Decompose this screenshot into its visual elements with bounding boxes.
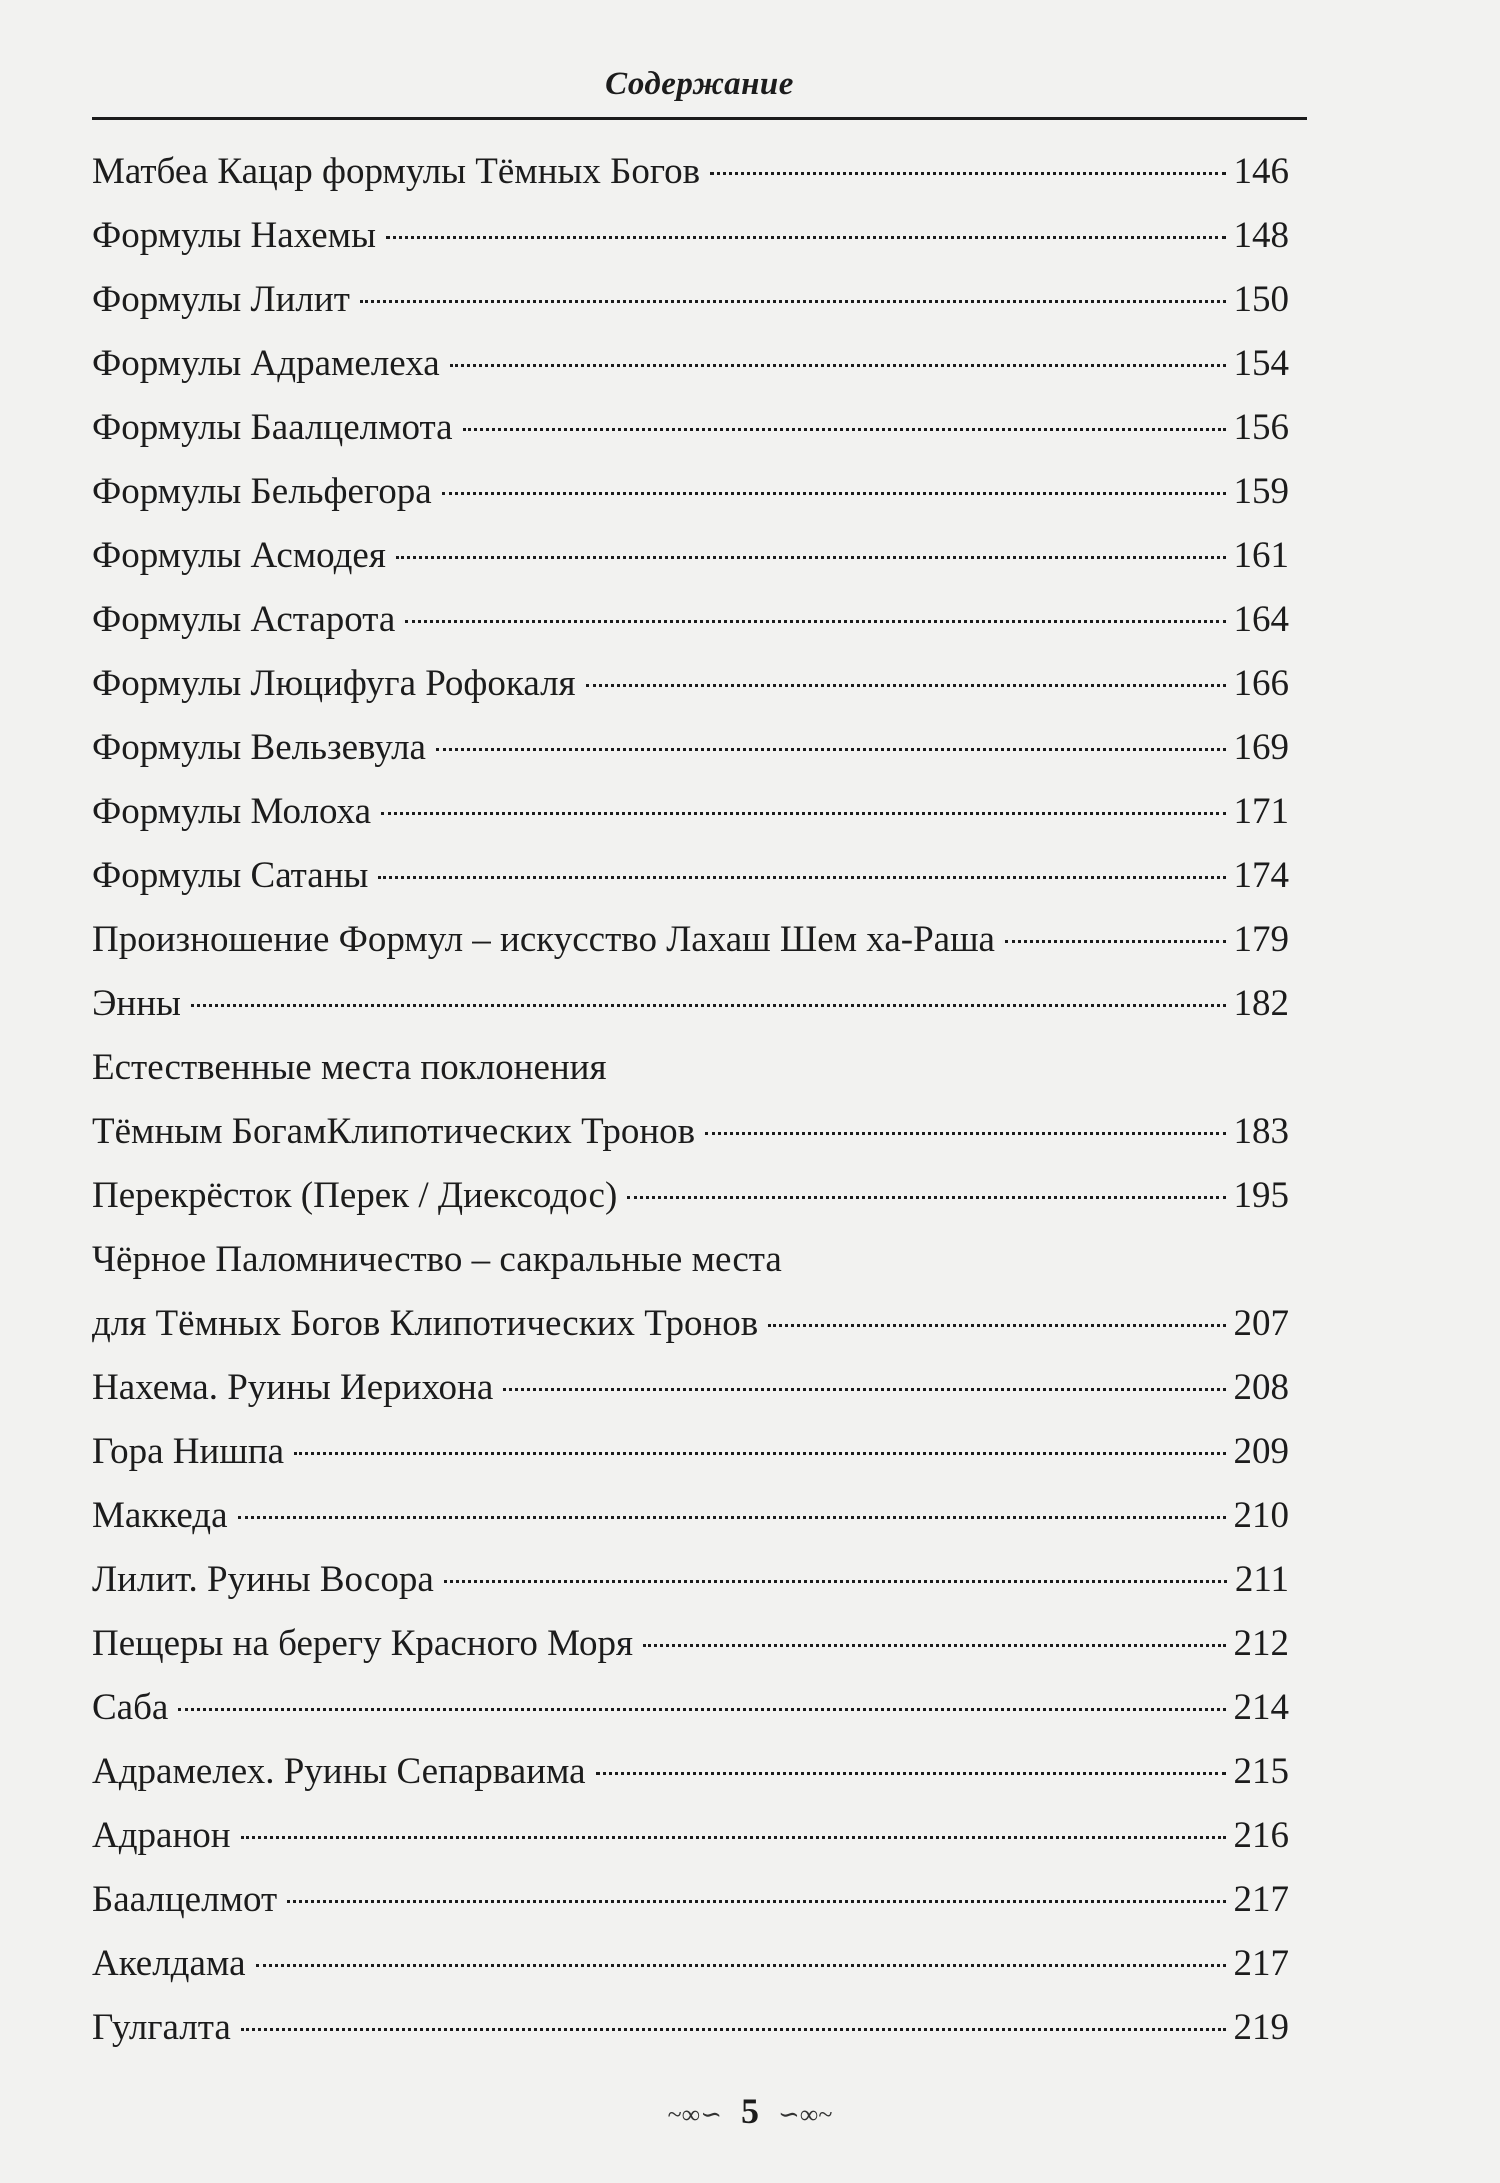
toc-entry-title: Адранон (92, 1815, 231, 1856)
dot-leader (178, 1708, 1225, 1711)
dot-leader (643, 1644, 1225, 1647)
dot-leader (256, 1964, 1226, 1967)
toc-entry-page: 219 (1233, 2007, 1289, 2048)
toc-entry-page: 210 (1233, 1495, 1289, 1536)
toc-entry[interactable] (92, 844, 1289, 908)
toc-entry-title: Формулы Асмодея (92, 535, 386, 576)
toc-entry-title: Акелдама (92, 1943, 246, 1984)
toc-entry[interactable] (92, 268, 1289, 332)
toc-entry-page: 161 (1233, 535, 1289, 576)
toc-entry-page: 211 (1234, 1559, 1289, 1600)
toc-entry-title: Формулы Нахемы (92, 215, 376, 256)
toc-entry[interactable] (92, 1420, 1289, 1484)
toc-entry-page: 209 (1233, 1431, 1289, 1472)
toc-entry-title: Пещеры на берегу Красного Моря (92, 1623, 634, 1664)
dot-leader (386, 236, 1226, 239)
toc-entry-title: Адрамелех. Руины Сепарваима (92, 1751, 586, 1792)
toc-entry[interactable] (92, 1676, 1289, 1740)
toc-entry[interactable] (92, 652, 1289, 716)
toc-entry-page: 217 (1233, 1943, 1289, 1984)
dot-leader (294, 1452, 1225, 1455)
dot-leader (503, 1388, 1225, 1391)
toc-entry-page: 214 (1233, 1687, 1289, 1728)
toc-entry[interactable] (92, 204, 1289, 268)
toc-entry-page: 159 (1233, 471, 1289, 512)
toc-entry[interactable] (92, 1804, 1289, 1868)
toc-entry-page: 146 (1233, 151, 1289, 192)
toc-entry[interactable] (92, 972, 1289, 1036)
toc-entry-page: 179 (1233, 919, 1289, 960)
toc-entry[interactable] (92, 140, 1289, 204)
dot-leader (241, 1836, 1226, 1839)
toc-entry-page: 212 (1233, 1623, 1289, 1664)
dot-leader (396, 556, 1226, 559)
toc-entry-title-line1: Естественные места поклонения (92, 1047, 607, 1088)
toc-entry-title: Формулы Лилит (92, 279, 350, 320)
dot-leader (360, 300, 1226, 303)
running-head-title: Содержание (605, 66, 794, 102)
toc-entry-title: Формулы Баалцелмота (92, 407, 453, 448)
toc-entry-title: Энны (92, 983, 181, 1024)
toc-entry[interactable] (92, 396, 1289, 460)
toc-entry-page: 208 (1233, 1367, 1289, 1408)
dot-leader (463, 428, 1226, 431)
toc-entry-title: Гора Нишпа (92, 1431, 285, 1472)
toc-entry-title: Произношение Формул – искусство Лахаш Шем ха-Раша (92, 919, 995, 960)
right-flourish-icon: ∽∞~ (778, 2099, 833, 2129)
dot-leader (768, 1324, 1225, 1327)
toc-entry-title: Формулы Астарота (92, 599, 396, 640)
toc-entry-page: 183 (1233, 1111, 1289, 1152)
dot-leader (381, 812, 1226, 815)
dot-leader (442, 492, 1226, 495)
toc-entry[interactable] (92, 1740, 1289, 1804)
toc-entry-page: 150 (1233, 279, 1289, 320)
toc-entry-page: 207 (1233, 1303, 1289, 1344)
page-folio (0, 2090, 1500, 2132)
toc-entry-title: Нахема. Руины Иерихона (92, 1367, 494, 1408)
toc-entry[interactable] (92, 524, 1289, 588)
toc-entry-page: 154 (1233, 343, 1289, 384)
toc-entry-title: Перекрёсток (Перек / Диексодос) (92, 1175, 618, 1216)
dot-leader (241, 2028, 1226, 2031)
dot-leader (378, 876, 1225, 879)
toc-entry[interactable] (92, 908, 1289, 972)
toc-entry-title: для Тёмных Богов Клипотических Тронов (92, 1303, 759, 1344)
toc-entry-title: Тёмным БогамКлипотических Тронов (92, 1111, 696, 1152)
toc-entry-page: 216 (1233, 1815, 1289, 1856)
toc-entry[interactable] (92, 588, 1289, 652)
toc-entry-page: 166 (1233, 663, 1289, 704)
toc-entry-title-line1: Чёрное Паломничество – сакральные места (92, 1239, 782, 1280)
dot-leader (450, 364, 1226, 367)
toc-entry[interactable] (92, 1484, 1289, 1548)
toc-entry-title: Формулы Сатаны (92, 855, 369, 896)
toc-entry-page: 169 (1233, 727, 1289, 768)
dot-leader (287, 1900, 1225, 1903)
toc-entry-title: Матбеа Кацар формулы Тёмных Богов (92, 151, 701, 192)
toc-entry[interactable] (92, 332, 1289, 396)
toc-entry-title: Маккеда (92, 1495, 228, 1536)
toc-entry-page: 215 (1233, 1751, 1289, 1792)
toc-entry-page: 156 (1233, 407, 1289, 448)
toc-entry-title: Формулы Люцифуга Рофокаля (92, 663, 576, 704)
toc-entry-title: Формулы Молоха (92, 791, 371, 832)
toc-entry-title: Баалцелмот (92, 1879, 278, 1920)
toc-entry[interactable] (92, 1932, 1289, 1996)
dot-leader (444, 1580, 1227, 1583)
toc-entry[interactable] (92, 780, 1289, 844)
dot-leader (705, 1132, 1225, 1135)
left-flourish-icon: ~∞∽ (667, 2099, 722, 2129)
toc-entry[interactable] (92, 1164, 1289, 1228)
toc-entry-title: Лилит. Руины Восора (92, 1559, 434, 1600)
dot-leader (596, 1772, 1226, 1775)
dot-leader (710, 172, 1225, 175)
toc-entry-title: Формулы Бельфегора (92, 471, 432, 512)
toc-entry-page: 174 (1233, 855, 1289, 896)
toc-entry[interactable] (92, 1612, 1289, 1676)
toc-entry[interactable] (92, 716, 1289, 780)
dot-leader (191, 1004, 1226, 1007)
toc-entry[interactable] (92, 1548, 1289, 1612)
toc-entry[interactable] (92, 1996, 1289, 2060)
page-number: 5 (741, 2091, 759, 2131)
dot-leader (627, 1196, 1225, 1199)
dot-leader (586, 684, 1226, 687)
dot-leader (436, 748, 1226, 751)
toc-entry-title: Формулы Вельзевула (92, 727, 426, 768)
table-of-contents (92, 140, 1289, 2060)
dot-leader (238, 1516, 1226, 1519)
toc-entry[interactable] (92, 1036, 1289, 1164)
dot-leader (1005, 940, 1226, 943)
toc-entry-title: Формулы Адрамелеха (92, 343, 440, 384)
toc-entry-title: Гулгалта (92, 2007, 231, 2048)
header-rule (92, 117, 1307, 120)
toc-entry-page: 195 (1233, 1175, 1289, 1216)
toc-entry[interactable] (92, 1356, 1289, 1420)
toc-entry[interactable] (92, 1868, 1289, 1932)
toc-entry-page: 182 (1233, 983, 1289, 1024)
toc-entry-page: 171 (1233, 791, 1289, 832)
toc-entry-page: 217 (1233, 1879, 1289, 1920)
dot-leader (405, 620, 1225, 623)
toc-entry[interactable] (92, 460, 1289, 524)
toc-entry-page: 164 (1233, 599, 1289, 640)
toc-entry[interactable] (92, 1228, 1289, 1356)
toc-entry-title: Саба (92, 1687, 169, 1728)
toc-entry-page: 148 (1233, 215, 1289, 256)
